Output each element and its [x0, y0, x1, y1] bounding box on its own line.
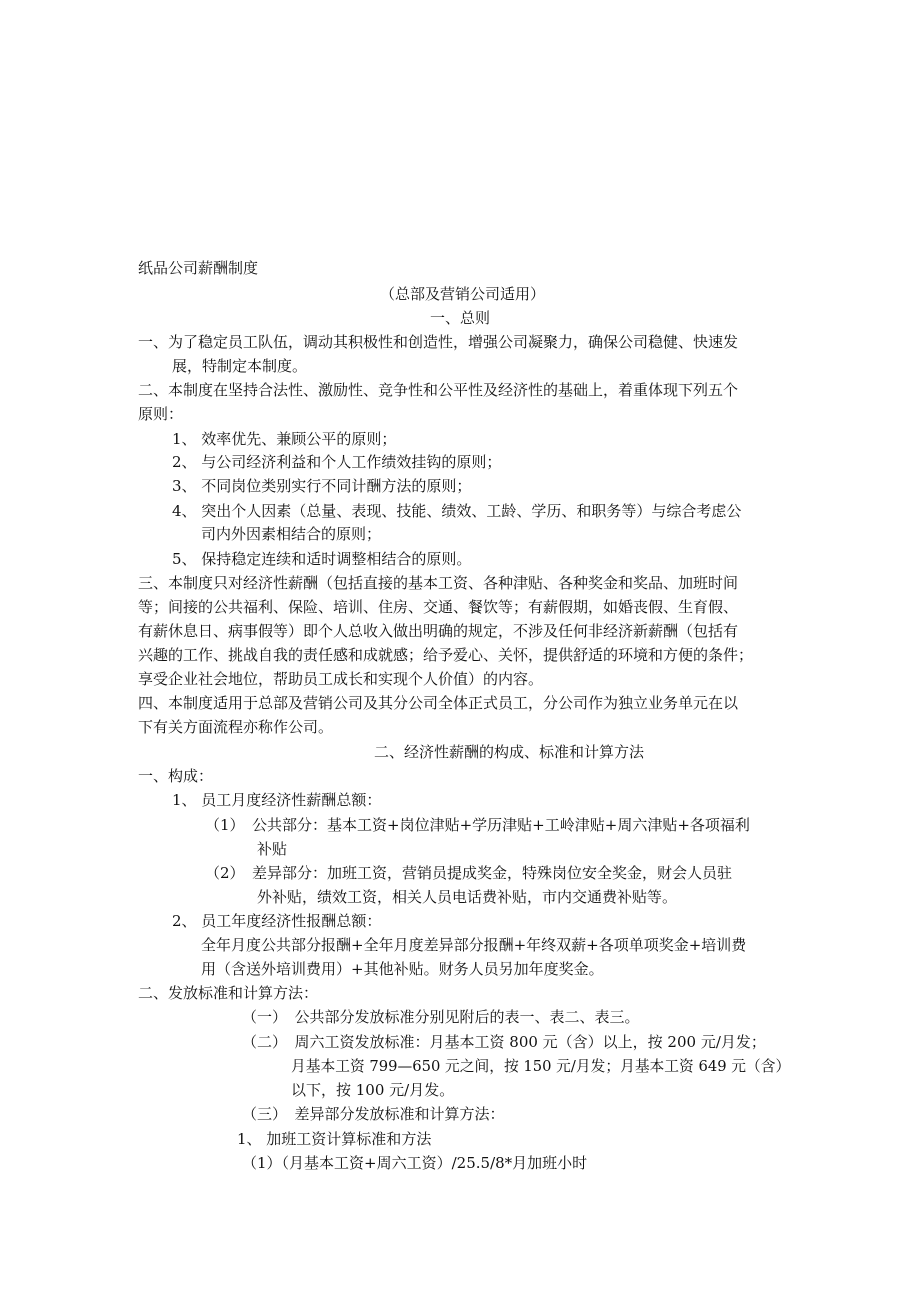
list-item: （1） 公共部分：基本工资+岗位津贴+学历津贴+工岭津贴+周六津贴+各项福利: [205, 816, 750, 834]
paragraph-line: 一、为了稳定员工队伍，调动其积极性和创造性，增强公司凝聚力，确保公司稳健、快速发: [138, 333, 739, 351]
principle-item: 1、 效率优先、兼顾公平的原则；: [172, 430, 397, 448]
list-item: （三） 差异部分发放标准和计算方法：: [242, 1105, 505, 1123]
paragraph-line: 展，特制定本制度。: [172, 357, 308, 375]
document-subtitle: （总部及营销公司适用）: [380, 285, 546, 303]
list-item: 1、 员工月度经济性薪酬总额：: [172, 791, 382, 809]
paragraph-line: 享受企业社会地位，帮助员工成长和实现个人价值）的内容。: [138, 670, 544, 688]
paragraph-line: 二、本制度在坚持合法性、激励性、竞争性和公平性及经济性的基础上，着重体现下列五个: [138, 381, 739, 399]
principle-item: 5、 保持稳定连续和适时调整相结合的原则。: [172, 550, 472, 568]
paragraph-line: 四、本制度适用于总部及营销公司及其分公司全体正式员工，分公司作为独立业务单元在以: [138, 694, 739, 712]
list-item: 补贴: [257, 840, 288, 858]
principle-item: 2、 与公司经济利益和个人工作绩效挂钩的原则；: [172, 453, 502, 471]
paragraph-line: 全年月度公共部分报酬+全年月度差异部分报酬+年终双薪+各项单项奖金+培训费: [201, 936, 747, 954]
paragraph-line: 等；间接的公共福利、保险、培训、住房、交通、餐饮等；有薪假期，如婚丧假、生育假、: [138, 598, 739, 616]
list-item: 1、 加班工资计算标准和方法: [237, 1130, 432, 1148]
paragraph-line: 下有关方面流程亦称作公司。: [138, 718, 334, 736]
section-heading-general: 一、总则: [430, 309, 491, 327]
paragraph-line: 三、本制度只对经济性薪酬（包括直接的基本工资、各种津贴、各种奖金和奖品、加班时间: [138, 574, 739, 592]
list-item: 外补贴，绩效工资，相关人员电话费补贴，市内交通费补贴等。: [257, 888, 678, 906]
paragraph-line: 用（含送外培训费用）+其他补贴。财务人员另加年度奖金。: [201, 960, 604, 978]
paragraph-line: 兴趣的工作、挑战自我的责任感和成就感；给予爱心、关怀，提供舒适的环境和方便的条件；: [138, 646, 754, 664]
list-item: （一） 公共部分发放标准分别见附后的表一、表二、表三。: [242, 1008, 640, 1026]
principle-item: 司内外因素相结合的原则；: [201, 525, 382, 543]
principle-item: 4、 突出个人因素（总量、表现、技能、绩效、工龄、学历、和职务等）与综合考虑公: [172, 502, 742, 520]
subsection-heading: 二、发放标准和计算方法：: [138, 984, 319, 1002]
subsection-heading: 一、构成：: [138, 767, 214, 785]
list-item: 2、 员工年度经济性报酬总额：: [172, 912, 382, 930]
list-item: 月基本工资 799—650 元之间，按 150 元/月发；月基本工资 649 元（含）: [291, 1057, 791, 1075]
paragraph-line: 原则：: [138, 405, 184, 423]
list-item: （2） 差异部分：加班工资，营销员提成奖金，特殊岗位安全奖金，财会人员驻: [205, 864, 733, 882]
principle-item: 3、 不同岗位类别实行不同计酬方法的原则；: [172, 477, 472, 495]
document-title: 纸品公司薪酬制度: [138, 259, 259, 277]
section-heading-compensation: 二、经济性薪酬的构成、标准和计算方法: [374, 743, 645, 761]
list-item: （二） 周六工资发放标准：月基本工资 800 元（含）以上，按 200 元/月发；: [242, 1033, 766, 1051]
formula-line: （1）（月基本工资+周六工资）/25.5/8*月加班小时: [242, 1154, 588, 1172]
list-item: 以下，按 100 元/月发。: [291, 1081, 455, 1099]
paragraph-line: 有薪休息日、病事假等）即个人总收入做出明确的规定，不涉及任何非经济新薪酬（包括有: [138, 622, 739, 640]
